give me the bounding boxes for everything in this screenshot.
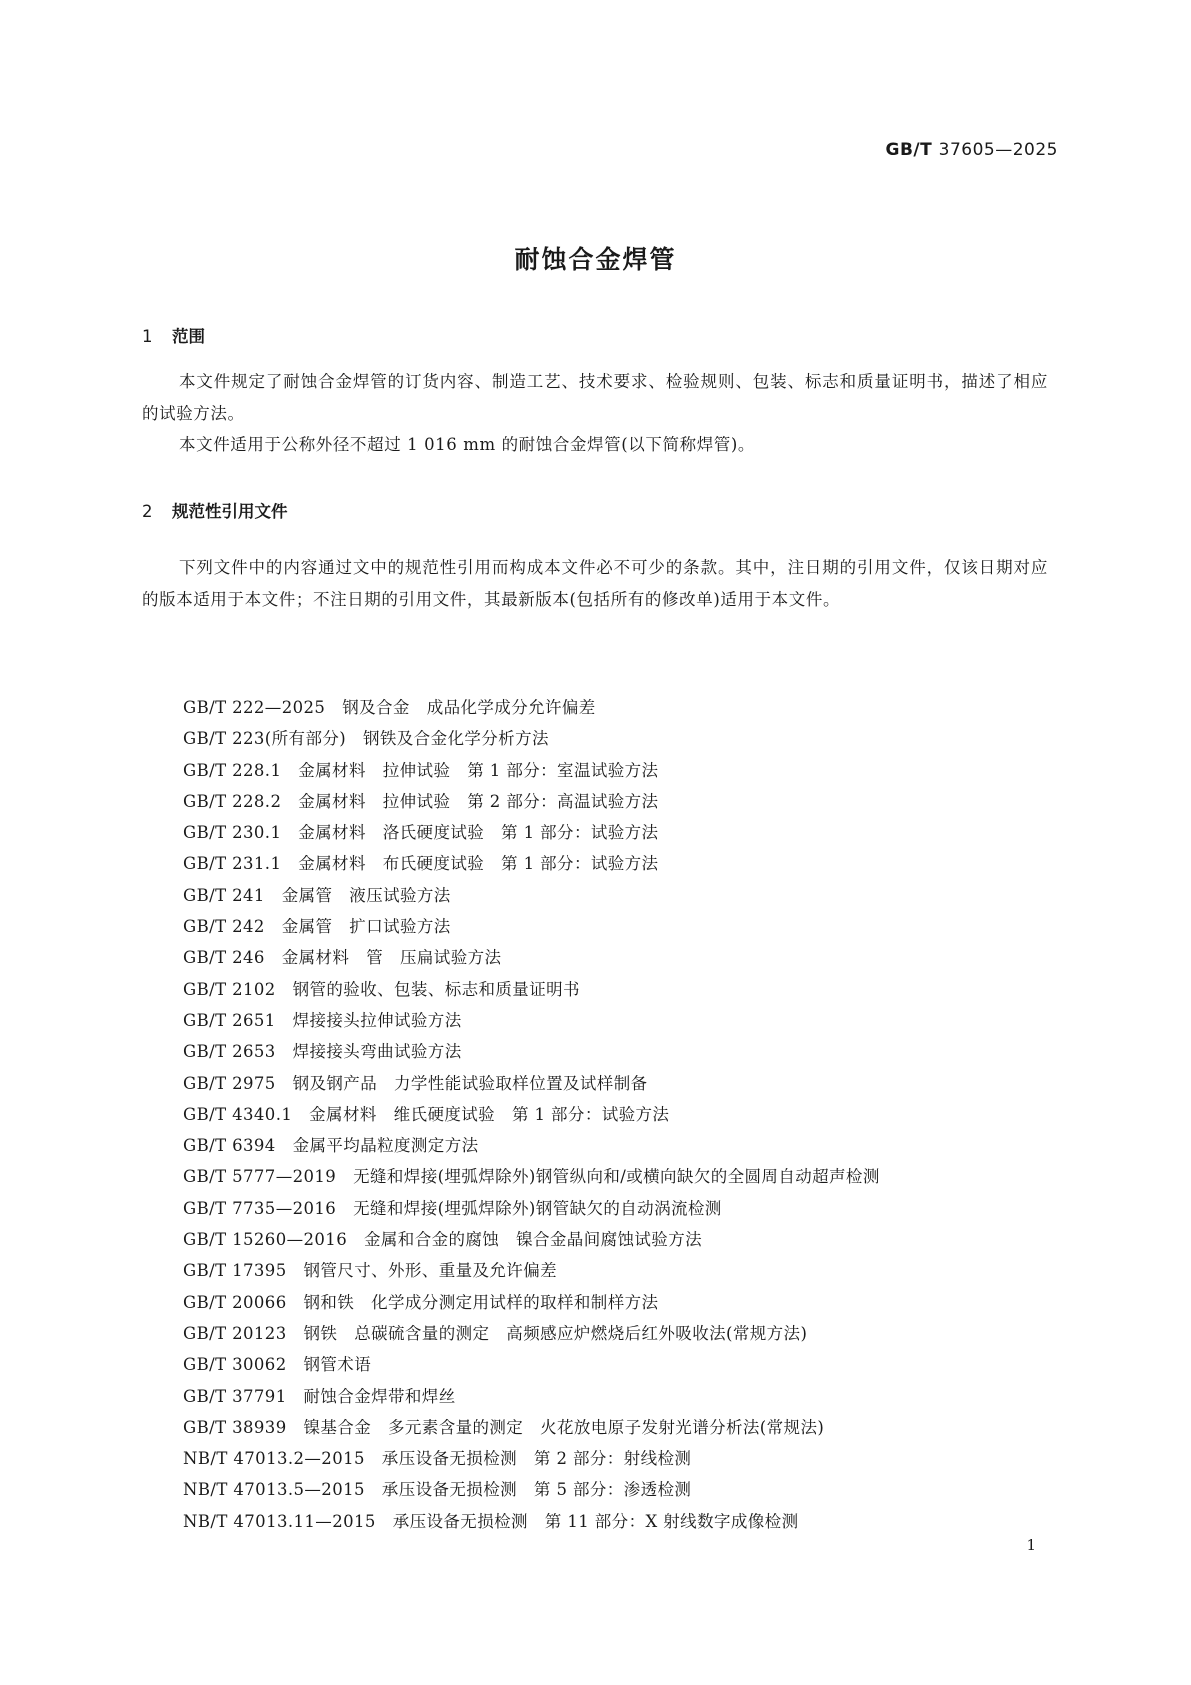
reference-item: GB/T 38939 镍基合金 多元素含量的测定 火花放电原子发射光谱分析法(常规法) [183, 1417, 825, 1437]
reference-item: GB/T 242 金属管 扩口试验方法 [183, 917, 451, 937]
reference-item: GB/T 37791 耐蚀合金焊带和焊丝 [183, 1386, 456, 1406]
section-2-number: 2 [142, 502, 153, 521]
reference-item: GB/T 231.1 金属材料 布氏硬度试验 第 1 部分：试验方法 [183, 854, 659, 874]
scope-paragraph-2: 本文件适用于公称外径不超过 1 016 mm 的耐蚀合金焊管(以下简称焊管)。 [179, 435, 756, 454]
reference-item: GB/T 2102 钢管的验收、包装、标志和质量证明书 [183, 979, 580, 999]
standard-number-header [886, 140, 1058, 160]
section-1-heading [142, 323, 205, 347]
reference-item: GB/T 223(所有部分) 钢铁及合金化学分析方法 [183, 729, 549, 749]
reference-item: NB/T 47013.5—2015 承压设备无损检测 第 5 部分：渗透检测 [183, 1480, 692, 1500]
reference-item: GB/T 7735—2016 无缝和焊接(埋弧焊除外)钢管缺欠的自动涡流检测 [183, 1198, 722, 1218]
reference-item: GB/T 230.1 金属材料 洛氏硬度试验 第 1 部分：试验方法 [183, 823, 659, 843]
reference-item: NB/T 47013.11—2015 承压设备无损检测 第 11 部分：X 射线数字成像检测 [183, 1511, 799, 1531]
standard-number: 37605—2025 [938, 140, 1058, 160]
reference-item: GB/T 241 金属管 液压试验方法 [183, 885, 451, 905]
section-2-heading [142, 498, 288, 522]
reference-item: GB/T 17395 钢管尺寸、外形、重量及允许偏差 [183, 1261, 558, 1281]
reference-item: GB/T 6394 金属平均晶粒度测定方法 [183, 1136, 479, 1156]
reference-item: GB/T 30062 钢管术语 [183, 1355, 372, 1375]
section-2-title: 规范性引用文件 [172, 502, 288, 521]
reference-item: GB/T 15260—2016 金属和合金的腐蚀 镍合金晶间腐蚀试验方法 [183, 1230, 702, 1250]
reference-item: GB/T 246 金属材料 管 压扁试验方法 [183, 948, 502, 968]
reference-item: GB/T 2653 焊接接头弯曲试验方法 [183, 1042, 462, 1062]
section-1-title: 范围 [172, 327, 205, 346]
reference-item: GB/T 20123 钢铁 总碳硫含量的测定 高频感应炉燃烧后红外吸收法(常规方法) [183, 1323, 808, 1343]
standard-prefix: GB/T [885, 140, 933, 160]
document-title: 耐蚀合金焊管 [514, 245, 677, 274]
references-intro: 下列文件中的内容通过文中的规范性引用而构成本文件必不可少的条款。其中，注日期的引用文件，仅该日期对应的版本适用于本文件；不注日期的引用文件，其最新版本(包括所有的修改单)适用于本文件。 [142, 558, 1048, 609]
normative-reference-list [183, 692, 880, 1537]
reference-item: GB/T 2651 焊接接头拉伸试验方法 [183, 1010, 462, 1030]
reference-item: GB/T 228.2 金属材料 拉伸试验 第 2 部分：高温试验方法 [183, 791, 659, 811]
reference-item: GB/T 20066 钢和铁 化学成分测定用试样的取样和制样方法 [183, 1292, 659, 1312]
reference-item: GB/T 4340.1 金属材料 维氏硬度试验 第 1 部分：试验方法 [183, 1104, 670, 1124]
reference-item: GB/T 2975 钢及钢产品 力学性能试验取样位置及试样制备 [183, 1073, 648, 1093]
reference-item: GB/T 228.1 金属材料 拉伸试验 第 1 部分：室温试验方法 [183, 760, 659, 780]
section-1-number: 1 [142, 327, 153, 346]
scope-paragraph-1: 本文件规定了耐蚀合金焊管的订货内容、制造工艺、技术要求、检验规则、包装、标志和质量证明书，描述了相应的试验方法。 [142, 372, 1048, 423]
reference-item: GB/T 222—2025 钢及合金 成品化学成分允许偏差 [183, 698, 596, 717]
page-number: 1 [1026, 1536, 1036, 1554]
reference-item: NB/T 47013.2—2015 承压设备无损检测 第 2 部分：射线检测 [183, 1449, 692, 1469]
reference-item: GB/T 5777—2019 无缝和焊接(埋弧焊除外)钢管纵向和/或横向缺欠的全圆周自动超声检测 [183, 1167, 880, 1187]
